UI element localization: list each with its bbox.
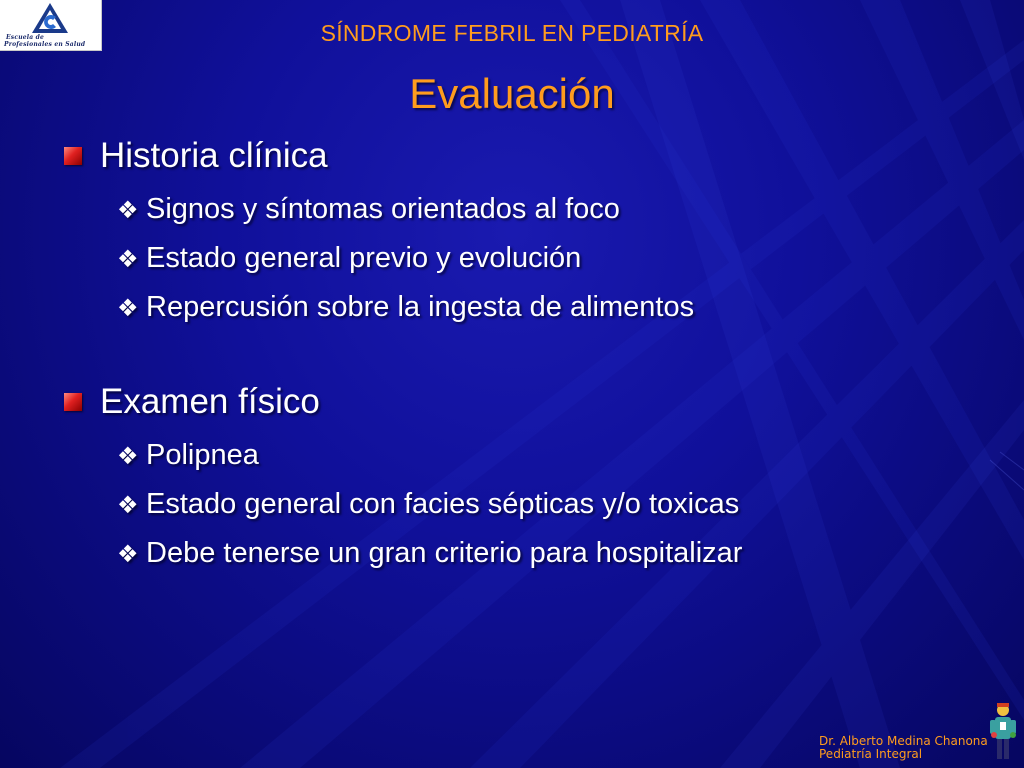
four-diamond-bullet-icon: ❖ bbox=[117, 197, 139, 224]
four-diamond-bullet-icon: ❖ bbox=[117, 541, 139, 568]
four-diamond-bullet-icon: ❖ bbox=[117, 246, 139, 273]
list-item bbox=[117, 192, 620, 228]
list-item bbox=[117, 290, 694, 326]
section-examen-fisico bbox=[64, 382, 320, 422]
footer-author-name: Dr. Alberto Medina Chanona bbox=[819, 734, 988, 748]
list-item-text: Polipnea bbox=[146, 439, 259, 471]
logo-text-line-2: Profesionales en Salud bbox=[4, 41, 86, 48]
list-item bbox=[117, 241, 581, 277]
list-item bbox=[117, 487, 739, 523]
red-square-bullet-icon bbox=[64, 393, 82, 411]
section-historia-clinica bbox=[64, 136, 328, 176]
footer-subtitle: Pediatría Integral bbox=[819, 747, 923, 761]
list-item-text: Estado general con facies sépticas y/o toxicas bbox=[146, 488, 740, 520]
slide-header: SÍNDROME FEBRIL EN PEDIATRÍA bbox=[320, 20, 704, 46]
list-item-text: Signos y síntomas orientados al foco bbox=[146, 193, 620, 225]
slide-title: Evaluación bbox=[409, 70, 615, 117]
doctor-figure-icon bbox=[986, 702, 1020, 766]
red-square-bullet-icon bbox=[64, 147, 82, 165]
list-item bbox=[117, 438, 259, 474]
logo-text-line-1: Escuela de bbox=[6, 34, 45, 41]
list-item bbox=[117, 536, 742, 572]
footer-author bbox=[819, 735, 988, 761]
list-item-text: Repercusión sobre la ingesta de alimentos bbox=[146, 291, 695, 323]
four-diamond-bullet-icon: ❖ bbox=[117, 443, 139, 470]
four-diamond-bullet-icon: ❖ bbox=[117, 492, 139, 519]
list-item-text: Debe tenerse un gran criterio para hospitalizar bbox=[146, 537, 743, 569]
four-diamond-bullet-icon: ❖ bbox=[117, 295, 139, 322]
list-item-text: Estado general previo y evolución bbox=[146, 242, 582, 274]
section-label: Historia clínica bbox=[100, 136, 328, 175]
section-label: Examen físico bbox=[100, 382, 320, 421]
